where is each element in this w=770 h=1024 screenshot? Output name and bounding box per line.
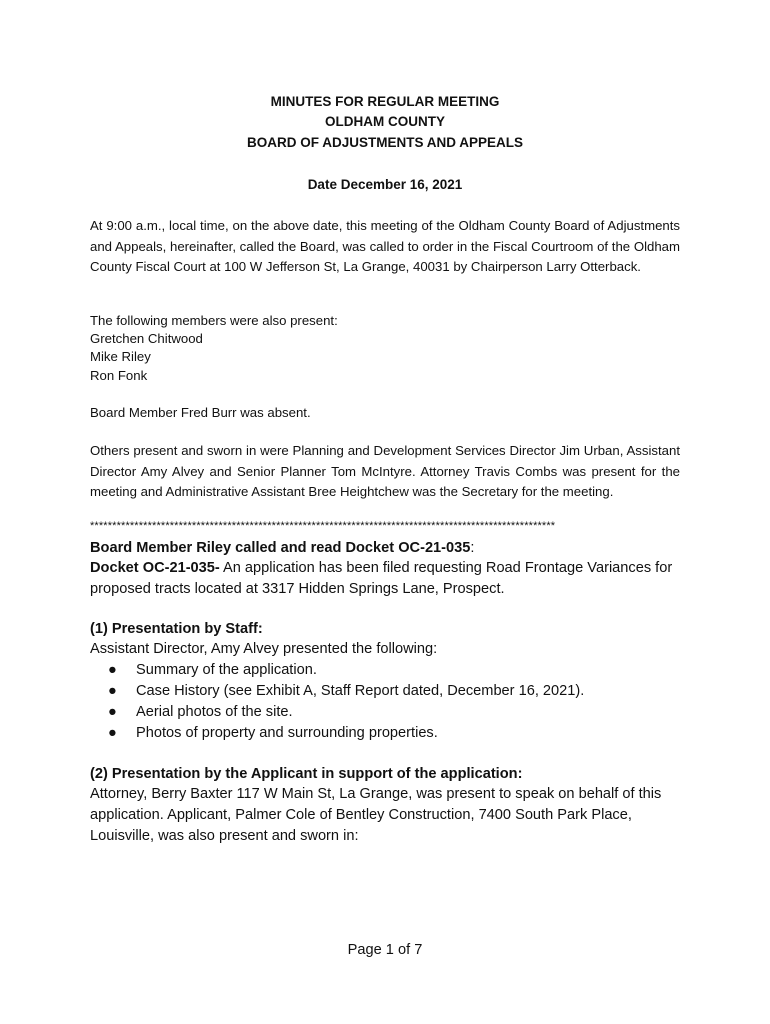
list-item — [108, 723, 584, 744]
section-1-intro: Assistant Director, Amy Alvey presented the following: — [90, 641, 438, 657]
list-item — [108, 702, 584, 723]
list-item-text: Aerial photos of the site. — [136, 704, 293, 720]
page-number: Page 1 of 7 — [347, 942, 423, 958]
section-2-paragraph: Attorney, Berry Baxter 117 W Main St, La Grange, was present to speak on behalf of this application. Applicant, Palmer Cole of Bentley Construction, 7400 South Park Place, Louisville, was also present and sworn in: — [90, 786, 662, 844]
list-item-text: Photos of property and surrounding properties. — [136, 725, 438, 741]
bullet-icon: ● — [108, 704, 117, 720]
list-item — [108, 681, 584, 702]
meeting-date: Date December 16, 2021 — [307, 177, 463, 192]
members-intro: The following members were also present: — [90, 313, 338, 328]
section-2-title — [90, 764, 690, 785]
docket-heading-colon: : — [470, 540, 475, 556]
docket-heading — [90, 538, 690, 559]
bullet-icon: ● — [108, 725, 117, 741]
section-1-title-text: (1) Presentation by Staff: — [90, 621, 263, 637]
member-name: Mike Riley — [90, 349, 151, 364]
member-name: Ron Fonk — [90, 368, 148, 383]
section-1-title — [90, 619, 690, 640]
title-line-1: MINUTES FOR REGULAR MEETING — [270, 94, 500, 109]
member-name: Gretchen Chitwood — [90, 331, 203, 346]
absent-note: Board Member Fred Burr was absent. — [90, 405, 311, 420]
bullet-icon: ● — [108, 662, 117, 678]
intro-paragraph: At 9:00 a.m., local time, on the above date, this meeting of the Oldham County Board of Adjustments and Appeals, hereinafter, called the Board, was called to order in the Fiscal Courtroom of the Oldham County Fiscal Court at 100 W Jefferson St, La Grange, 40031 by Chairperson Larry Otterback. — [90, 218, 680, 274]
title-line-3: BOARD OF ADJUSTMENTS AND APPEALS — [246, 135, 523, 150]
section-2-title-text: (2) Presentation by the Applicant in support of the application: — [90, 766, 523, 782]
section-1-list — [108, 660, 584, 744]
separator-line: ********************************************************************************************************* — [90, 520, 556, 532]
others-paragraph: Others present and sworn in were Planning and Development Services Director Jim Urban, Assistant Director Amy Alvey and Senior Planner Tom McIntyre. Attorney Travis Combs was present for the meeting and Administrative Assistant Bree Heightchew was the Secretary for the meeting. — [90, 443, 680, 499]
docket-heading-text: Board Member Riley called and read Docket OC-21-035 — [90, 540, 471, 556]
bullet-icon: ● — [108, 683, 117, 699]
list-item-text: Summary of the application. — [136, 662, 317, 678]
list-item — [108, 660, 584, 681]
list-item-text: Case History (see Exhibit A, Staff Report dated, December 16, 2021). — [136, 683, 585, 699]
title-line-2: OLDHAM COUNTY — [325, 114, 445, 129]
docket-text: An application has been filed requesting Road Frontage Variances for proposed tracts located at 3317 Hidden Springs Lane, Prospect. — [90, 560, 673, 597]
docket-id: Docket OC-21-035- — [90, 560, 220, 576]
docket-description — [90, 558, 690, 600]
